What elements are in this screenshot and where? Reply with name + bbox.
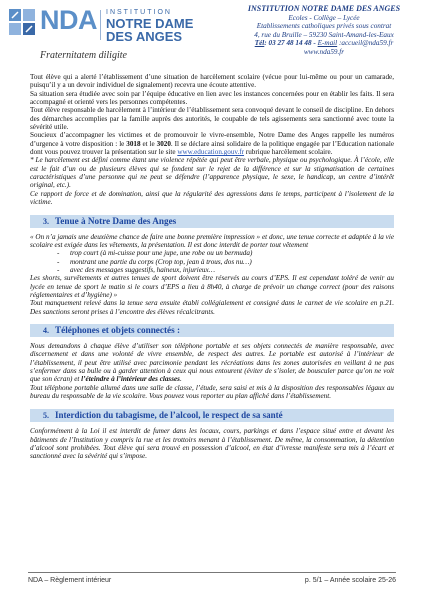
section-5-heading bbox=[30, 409, 394, 422]
education-gouv-link[interactable]: www.education.gouv.fr bbox=[177, 148, 245, 157]
logo-divider bbox=[100, 10, 101, 40]
section-4-title: Téléphones et objets connectés : bbox=[55, 324, 181, 335]
section-3-heading bbox=[30, 215, 394, 228]
intro-p4-text-c: . Il se déclare ainsi solidaire de la politique engagée par l’Education nationale dont vous pouvez trouver la présentation sur le site bbox=[30, 139, 394, 157]
emergency-number-2: 3020 bbox=[156, 139, 171, 148]
intro-p4-text-a: Soucieux d’accompagner les victimes et de promouvoir le vivre-ensemble, Notre Dame des Anges rappelle les numéros d’urgence à votre disposition : le bbox=[30, 131, 394, 148]
intro-p4-text-b: et le bbox=[140, 139, 157, 148]
section-4-p1-emphasis: l’éteindre à l’intérieur des classes bbox=[81, 375, 180, 384]
intro-paragraph-3: Tout élève responsable de harcèlement à l’intérieur de l’établissement sera convoqué devant le conseil de discipline. En dehors des démarches accomplies par la famille auprès des autorités, le coupable de tels agissements sera sanctionné avec toute la sévérité utile. bbox=[30, 106, 394, 132]
contact-status: Etablissements catholiques privés sous contrat bbox=[256, 22, 392, 31]
section-5-number: 5. bbox=[43, 411, 49, 421]
section-4-paragraph-1 bbox=[30, 342, 394, 384]
tel-number: : 03 27 48 14 48 - bbox=[264, 39, 318, 48]
intro-p4-text-d: rubrique harcèlement scolaire. bbox=[244, 148, 333, 157]
section-3-number: 3. bbox=[43, 216, 49, 226]
section-5-title: Interdiction du tabagisme, de l’alcool, le respect de sa santé bbox=[55, 410, 283, 421]
logo-institution-label: INSTITUTION bbox=[106, 9, 172, 16]
section-5-paragraph-1: Conformément à la Loi il est interdit de fumer dans les locaux, cours, parkings et dans l’espace situé entre et devant les bâtiments de l’Institution y compris la rue et les trottoirs menant à l’établissement. De même, la consommation, la détention d’alcool sont prohibées. Tout élève qui sera trouvé en possession d’alcool, en état d’ivresse manifeste sera mis à l’écart et sanctionné avec la sévérité qui s’impose. bbox=[30, 427, 394, 461]
contact-phone-email bbox=[226, 39, 422, 48]
intro-paragraph-4 bbox=[30, 131, 394, 156]
intro-paragraph-2: Sa situation sera étudiée avec soin par l’équipe éducative en lien avec les instances concernées pour en établir les faits. Il sera accompagné et orienté vers les personnes compétentes. bbox=[30, 89, 394, 107]
section-3-paragraph-1: « On n’a jamais une deuxième chance de faire une bonne première impression » et donc, une tenue correcte et adaptée à la vie scolaire est exigée dans les vêtements, la présentation. Il est donc interdit de porter tout vêtement bbox=[30, 232, 394, 249]
email-address[interactable]: :accueil@nda59.fr bbox=[337, 39, 394, 48]
footer-page-number: p. 5/1 – Année scolaire 25-26 bbox=[304, 577, 396, 584]
logo-name-line1: NOTRE DAME bbox=[106, 16, 194, 31]
intro-paragraph-1: Tout élève qui a alerté l’établissement d’une situation de harcèlement scolaire (vécue pour lui-même ou pour un camarade, puisqu’il y a un devoir individuel de signalement) recevra une écoute attentive. bbox=[30, 73, 394, 90]
harassment-definition: * Le harcèlement est défini comme étant une violence répétée qui peut être verbale, physique ou psychologique. À l’école, elle est le fait d’un ou de plusieurs élèves qui se fondent sur le rejet de la différence et sur la stigmatisation de certaines caractéristiques d’une personne qui ne peut se défendre (l’apparence physique, le sexe, le handicap, un centre d’intérêt original, etc.). bbox=[30, 156, 394, 190]
page-footer bbox=[28, 572, 396, 587]
harassment-definition-2: Ce rapport de force et de domination, ainsi que la régularité des agressions dans le temps, participent à l’isolement de la victime. bbox=[30, 189, 394, 207]
school-motto: Fraternitatem diligite bbox=[40, 50, 127, 61]
document-body bbox=[30, 73, 394, 461]
forbidden-clothing-list bbox=[30, 249, 394, 274]
contact-address: 4, rue du Bruille – 59230 Saint-Amand-les-Eaux bbox=[254, 30, 394, 39]
list-item: - avec des messages suggestifs, haineux, injurieux… bbox=[30, 266, 394, 274]
contact-levels: Ecoles - Collège – Lycée bbox=[288, 13, 360, 22]
logo-institution-name bbox=[106, 9, 193, 43]
logo-wordmark: NDA bbox=[40, 5, 97, 35]
page-header bbox=[0, 0, 424, 72]
section-3-title: Tenue à Notre Dame des Anges bbox=[55, 215, 177, 226]
section-4-p1-text: Nous demandons à chaque élève d’utiliser son téléphone portable et ses objets connectés de manière responsable, avec discernement et dans une volonté de vivre ensemble, de respect des autres. Le portable est autorisé à l’intérieur de l’établissement, il peut être utilisé avec parcimonie pendant les récréations dans les zones autorisées en veillant à ne pas s’enfermer dans sa bulle ou à garder attention à ceux qui nous entourent (éviter de s’isoler, de bousculer parce qu’on ne voit que son écran) et bbox=[30, 341, 394, 384]
list-item: - montrant une partie du corps (Crop top, jean à trous, dos nu…) bbox=[30, 258, 394, 266]
section-4-paragraph-2: Tout téléphone portable allumé dans une salle de classe, l’étude, sera saisi et mis à la disposition des responsables légaux au bureau du responsable de la vie scolaire. Vous pouvez vous reporter au plan affiché dans l’établissement. bbox=[30, 383, 394, 400]
logo-name-line2: DES ANGES bbox=[106, 29, 183, 44]
school-logo-icon bbox=[8, 8, 36, 36]
list-item: - trop court (à mi-cuisse pour une jupe, une robe ou un bermuda) bbox=[30, 249, 394, 257]
section-3-paragraph-3: Tout manquement relevé dans la tenue sera ensuite établi collégialement et consigné dans le carnet de vie scolaire en p.21. Des sanctions seront prises à l’encontre des élèves récalcitrants. bbox=[30, 299, 394, 316]
website-link[interactable]: www.nda59.fr bbox=[303, 47, 345, 56]
contact-block bbox=[226, 5, 422, 57]
tel-label: Tél bbox=[254, 39, 265, 48]
email-label[interactable]: E-mail bbox=[317, 39, 338, 48]
section-3-paragraph-2: Les shorts, survêtements et autres tenues de sport doivent être réservés au cours d’EPS. Il est cependant toléré de venir au lycée en tenue de sport le matin si le cours d’EPS a lieu à 8h40, à charge de prévoir un change correct (pour des raisons réglementaires et d’hygiène) » bbox=[30, 274, 394, 299]
section-4-heading bbox=[30, 324, 394, 337]
section-4-p1-end: . bbox=[179, 375, 182, 384]
emergency-number-1: 3018 bbox=[126, 139, 141, 148]
footer-document-title: NDA – Règlement intérieur bbox=[28, 577, 112, 584]
section-4-number: 4. bbox=[43, 325, 49, 335]
contact-title: INSTITUTION NOTRE DAME DES ANGES bbox=[247, 4, 401, 13]
